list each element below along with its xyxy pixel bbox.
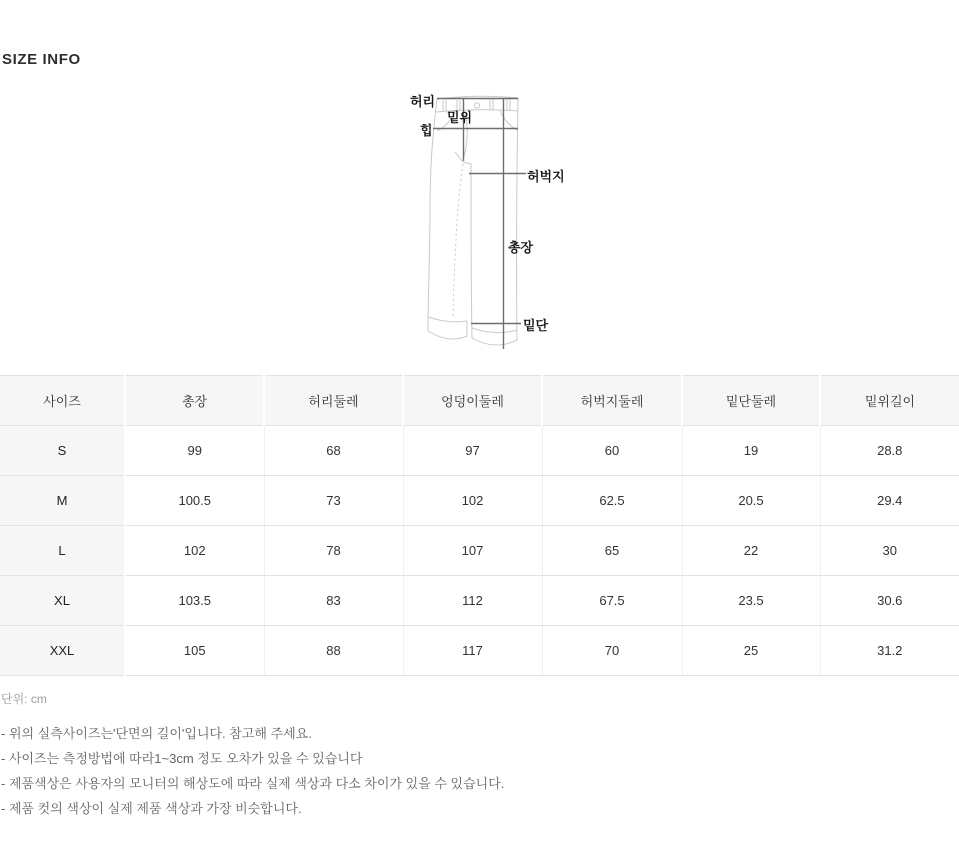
value-cell: 78 [264, 526, 403, 576]
value-cell: 68 [264, 426, 403, 476]
table-row-xxl [0, 626, 959, 676]
value-cell: 100.5 [125, 476, 264, 526]
value-cell: 31.2 [820, 626, 959, 676]
header-size: 사이즈 [0, 376, 125, 426]
value-cell: 30.6 [820, 576, 959, 626]
value-cell: 83 [264, 576, 403, 626]
value-cell: 19 [682, 426, 820, 476]
diagram-label-rise: 밑위 [447, 110, 473, 125]
header-hem: 밑단둘레 [682, 376, 820, 426]
size-cell: XL [0, 576, 125, 626]
value-cell: 112 [403, 576, 542, 626]
diagram-label-length: 총장 [508, 240, 534, 255]
table-header-row [0, 376, 959, 426]
size-table [0, 375, 959, 676]
header-rise: 밑위길이 [820, 376, 959, 426]
value-cell: 30 [820, 526, 959, 576]
header-length: 총장 [125, 376, 264, 426]
pants-outline [428, 96, 518, 345]
value-cell: 60 [542, 426, 682, 476]
header-waist: 허리둘레 [264, 376, 403, 426]
note-line: - 제품색상은 사용자의 모니터의 해상도에 따라 실제 색상과 다소 차이가 있을 수 있습니다. [1, 776, 505, 791]
note-line: - 제품 컷의 색상이 실제 제품 색상과 가장 비슷합니다. [1, 801, 302, 816]
size-cell: M [0, 476, 125, 526]
header-thigh: 허벅지둘레 [542, 376, 682, 426]
value-cell: 20.5 [682, 476, 820, 526]
value-cell: 23.5 [682, 576, 820, 626]
value-cell: 22 [682, 526, 820, 576]
value-cell: 67.5 [542, 576, 682, 626]
value-cell: 62.5 [542, 476, 682, 526]
diagram-label-hem: 밑단 [523, 318, 549, 333]
page-title: SIZE INFO [2, 51, 81, 68]
size-table-section [0, 375, 959, 676]
value-cell: 105 [125, 626, 264, 676]
unit-note: 단위: cm [1, 692, 47, 706]
value-cell: 97 [403, 426, 542, 476]
value-cell: 29.4 [820, 476, 959, 526]
size-cell: L [0, 526, 125, 576]
value-cell: 99 [125, 426, 264, 476]
diagram-label-hip: 힙 [420, 123, 433, 138]
table-row-m [0, 476, 959, 526]
value-cell: 70 [542, 626, 682, 676]
value-cell: 117 [403, 626, 542, 676]
value-cell: 25 [682, 626, 820, 676]
note-line: - 위의 실측사이즈는'단면의 길이'입니다. 참고해 주세요. [1, 726, 312, 741]
notes-block [1, 721, 504, 821]
value-cell: 65 [542, 526, 682, 576]
header-hip: 엉덩이둘레 [403, 376, 542, 426]
diagram-label-thigh: 허벅지 [527, 169, 565, 184]
value-cell: 28.8 [820, 426, 959, 476]
size-cell: XXL [0, 626, 125, 676]
size-cell: S [0, 426, 125, 476]
note-line: - 사이즈는 측정방법에 따라1~3cm 정도 오차가 있을 수 있습니다 [1, 751, 363, 766]
value-cell: 102 [125, 526, 264, 576]
value-cell: 73 [264, 476, 403, 526]
table-row-l [0, 526, 959, 576]
value-cell: 102 [403, 476, 542, 526]
table-row-s [0, 426, 959, 476]
table-row-xl [0, 576, 959, 626]
value-cell: 88 [264, 626, 403, 676]
value-cell: 103.5 [125, 576, 264, 626]
diagram-label-waist: 허리 [410, 94, 436, 109]
value-cell: 107 [403, 526, 542, 576]
